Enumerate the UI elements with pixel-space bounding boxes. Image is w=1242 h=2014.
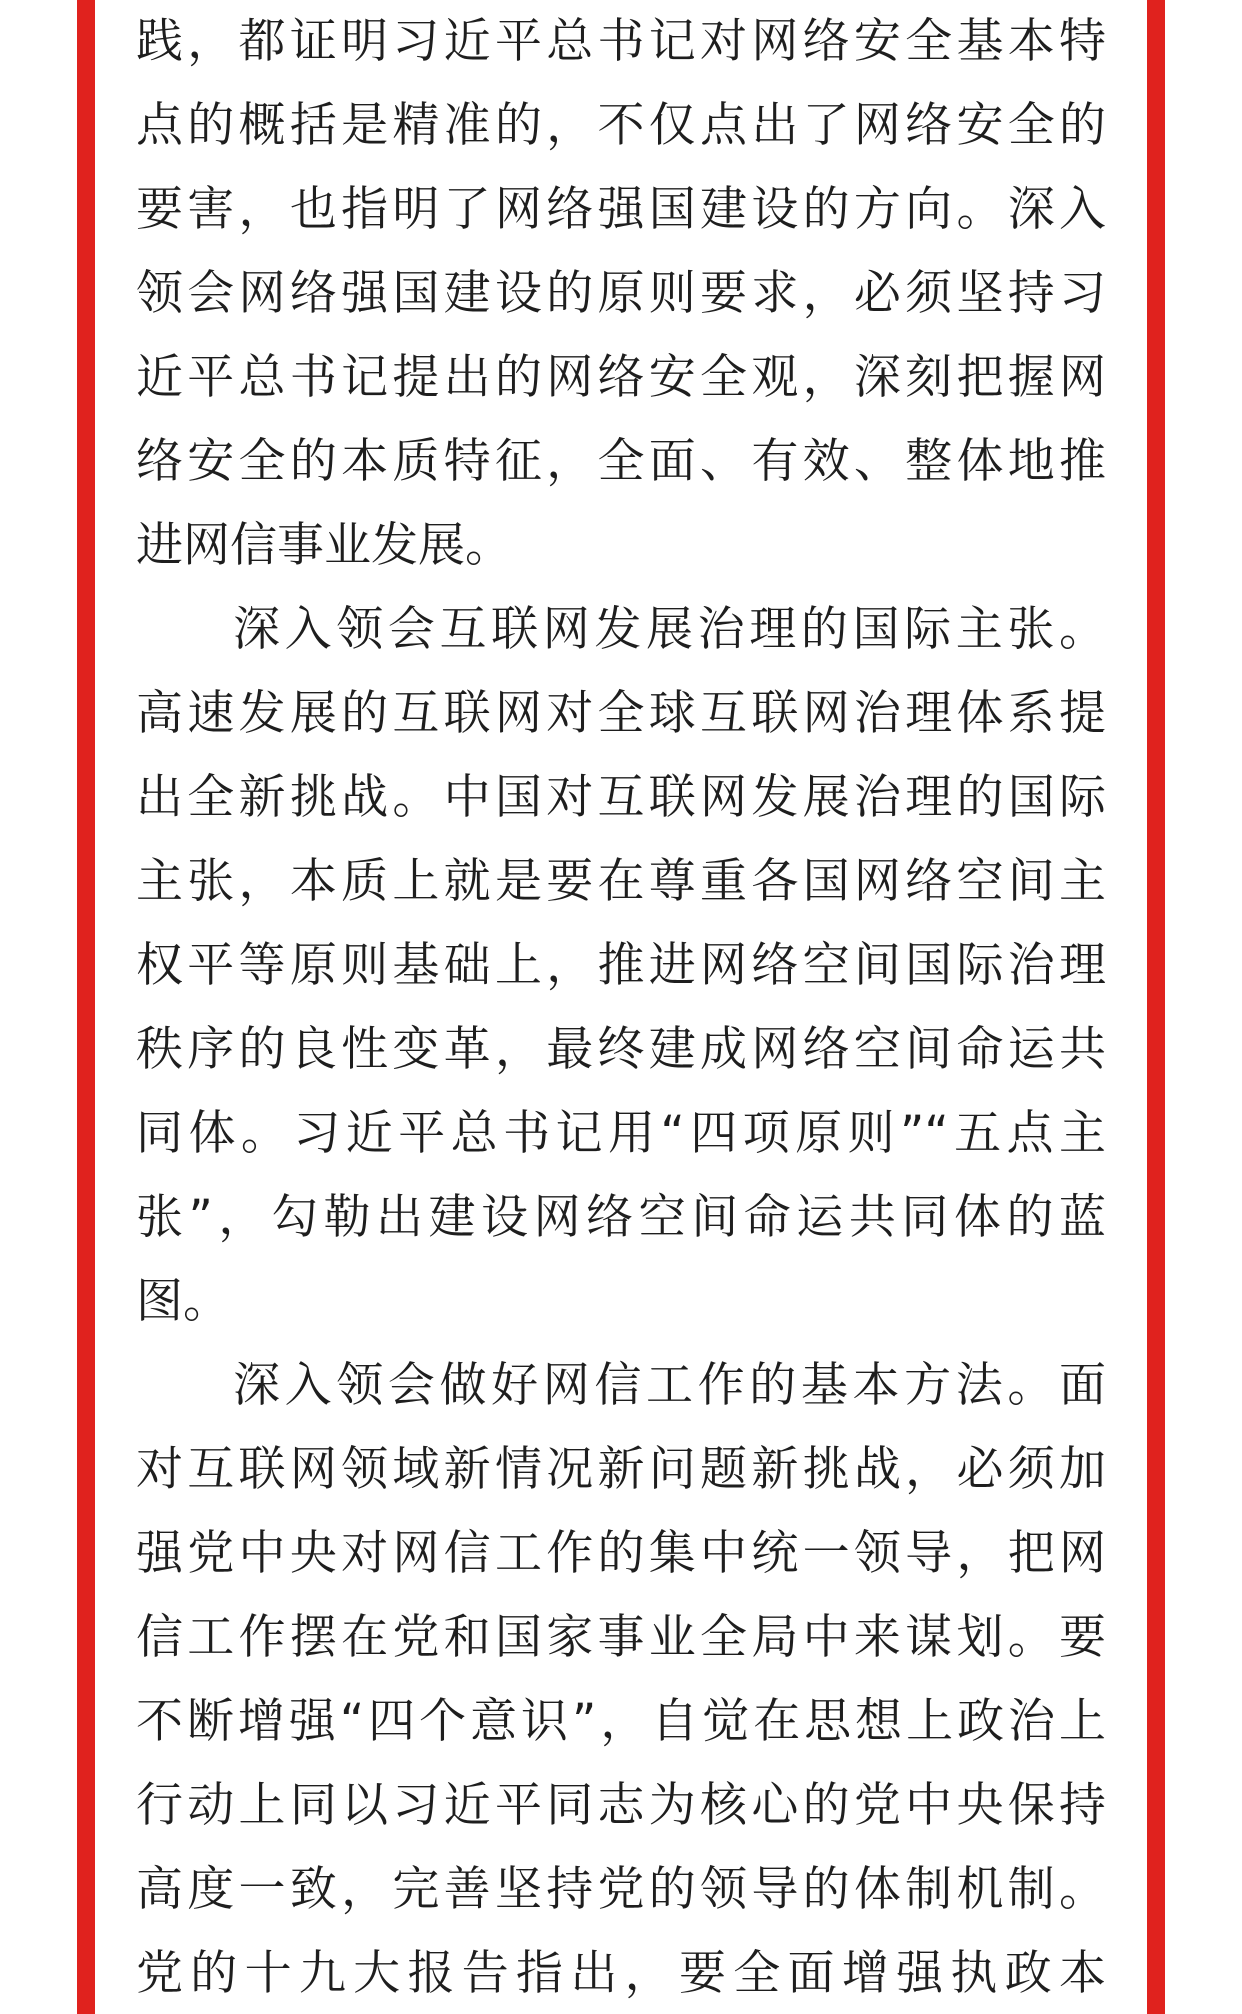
text-line: 点的概括是精准的，不仅点出了网络安全的 [136,98,1106,153]
text-line: 出全新挑战。中国对互联网发展治理的国际 [136,770,1106,825]
right-red-border [1147,0,1165,2014]
left-red-border [77,0,95,2014]
text-line: 高速发展的互联网对全球互联网治理体系提 [136,686,1106,741]
paragraph-1 [136,0,1106,588]
text-line: 行动上同以习近平同志为核心的党中央保持 [136,1778,1106,1833]
text-line: 主张，本质上就是要在尊重各国网络空间主 [136,854,1106,909]
paragraph-heading-line: 深入领会互联网发展治理的国际主张。 [233,602,1106,657]
text-line: 张”，勾勒出建设网络空间命运共同体的蓝 [136,1190,1106,1245]
text-line: 对互联网领域新情况新问题新挑战，必须加 [136,1442,1106,1497]
text-line: 络安全的本质特征，全面、有效、整体地推 [136,434,1106,489]
text-line: 党的十九大报告指出，要全面增强执政本 [136,1946,1106,2001]
text-line: 权平等原则基础上，推进网络空间国际治理 [136,938,1106,993]
text-line: 践，都证明习近平总书记对网络安全基本特 [136,14,1106,69]
text-line: 进网信事业发展。 [136,518,512,573]
text-line: 信工作摆在党和国家事业全局中来谋划。要 [136,1610,1106,1665]
text-line: 不断增强“四个意识”，自觉在思想上政治上 [136,1694,1106,1749]
text-line: 高度一致，完善坚持党的领导的体制机制。 [136,1862,1106,1917]
text-line: 秩序的良性变革，最终建成网络空间命运共 [136,1022,1106,1077]
text-line: 近平总书记提出的网络安全观，深刻把握网 [136,350,1106,405]
paragraph-2 [136,588,1106,1344]
paragraph-heading-line: 深入领会做好网信工作的基本方法。面 [233,1358,1106,1413]
text-line: 要害，也指明了网络强国建设的方向。深入 [136,182,1106,237]
text-line: 领会网络强国建设的原则要求，必须坚持习 [136,266,1106,321]
paragraph-3 [136,1344,1106,2014]
text-line: 强党中央对网信工作的集中统一领导，把网 [136,1526,1106,1581]
text-line: 图。 [136,1274,230,1329]
text-line: 同体。习近平总书记用“四项原则”“五点主 [136,1106,1106,1161]
article-body [136,0,1106,2014]
